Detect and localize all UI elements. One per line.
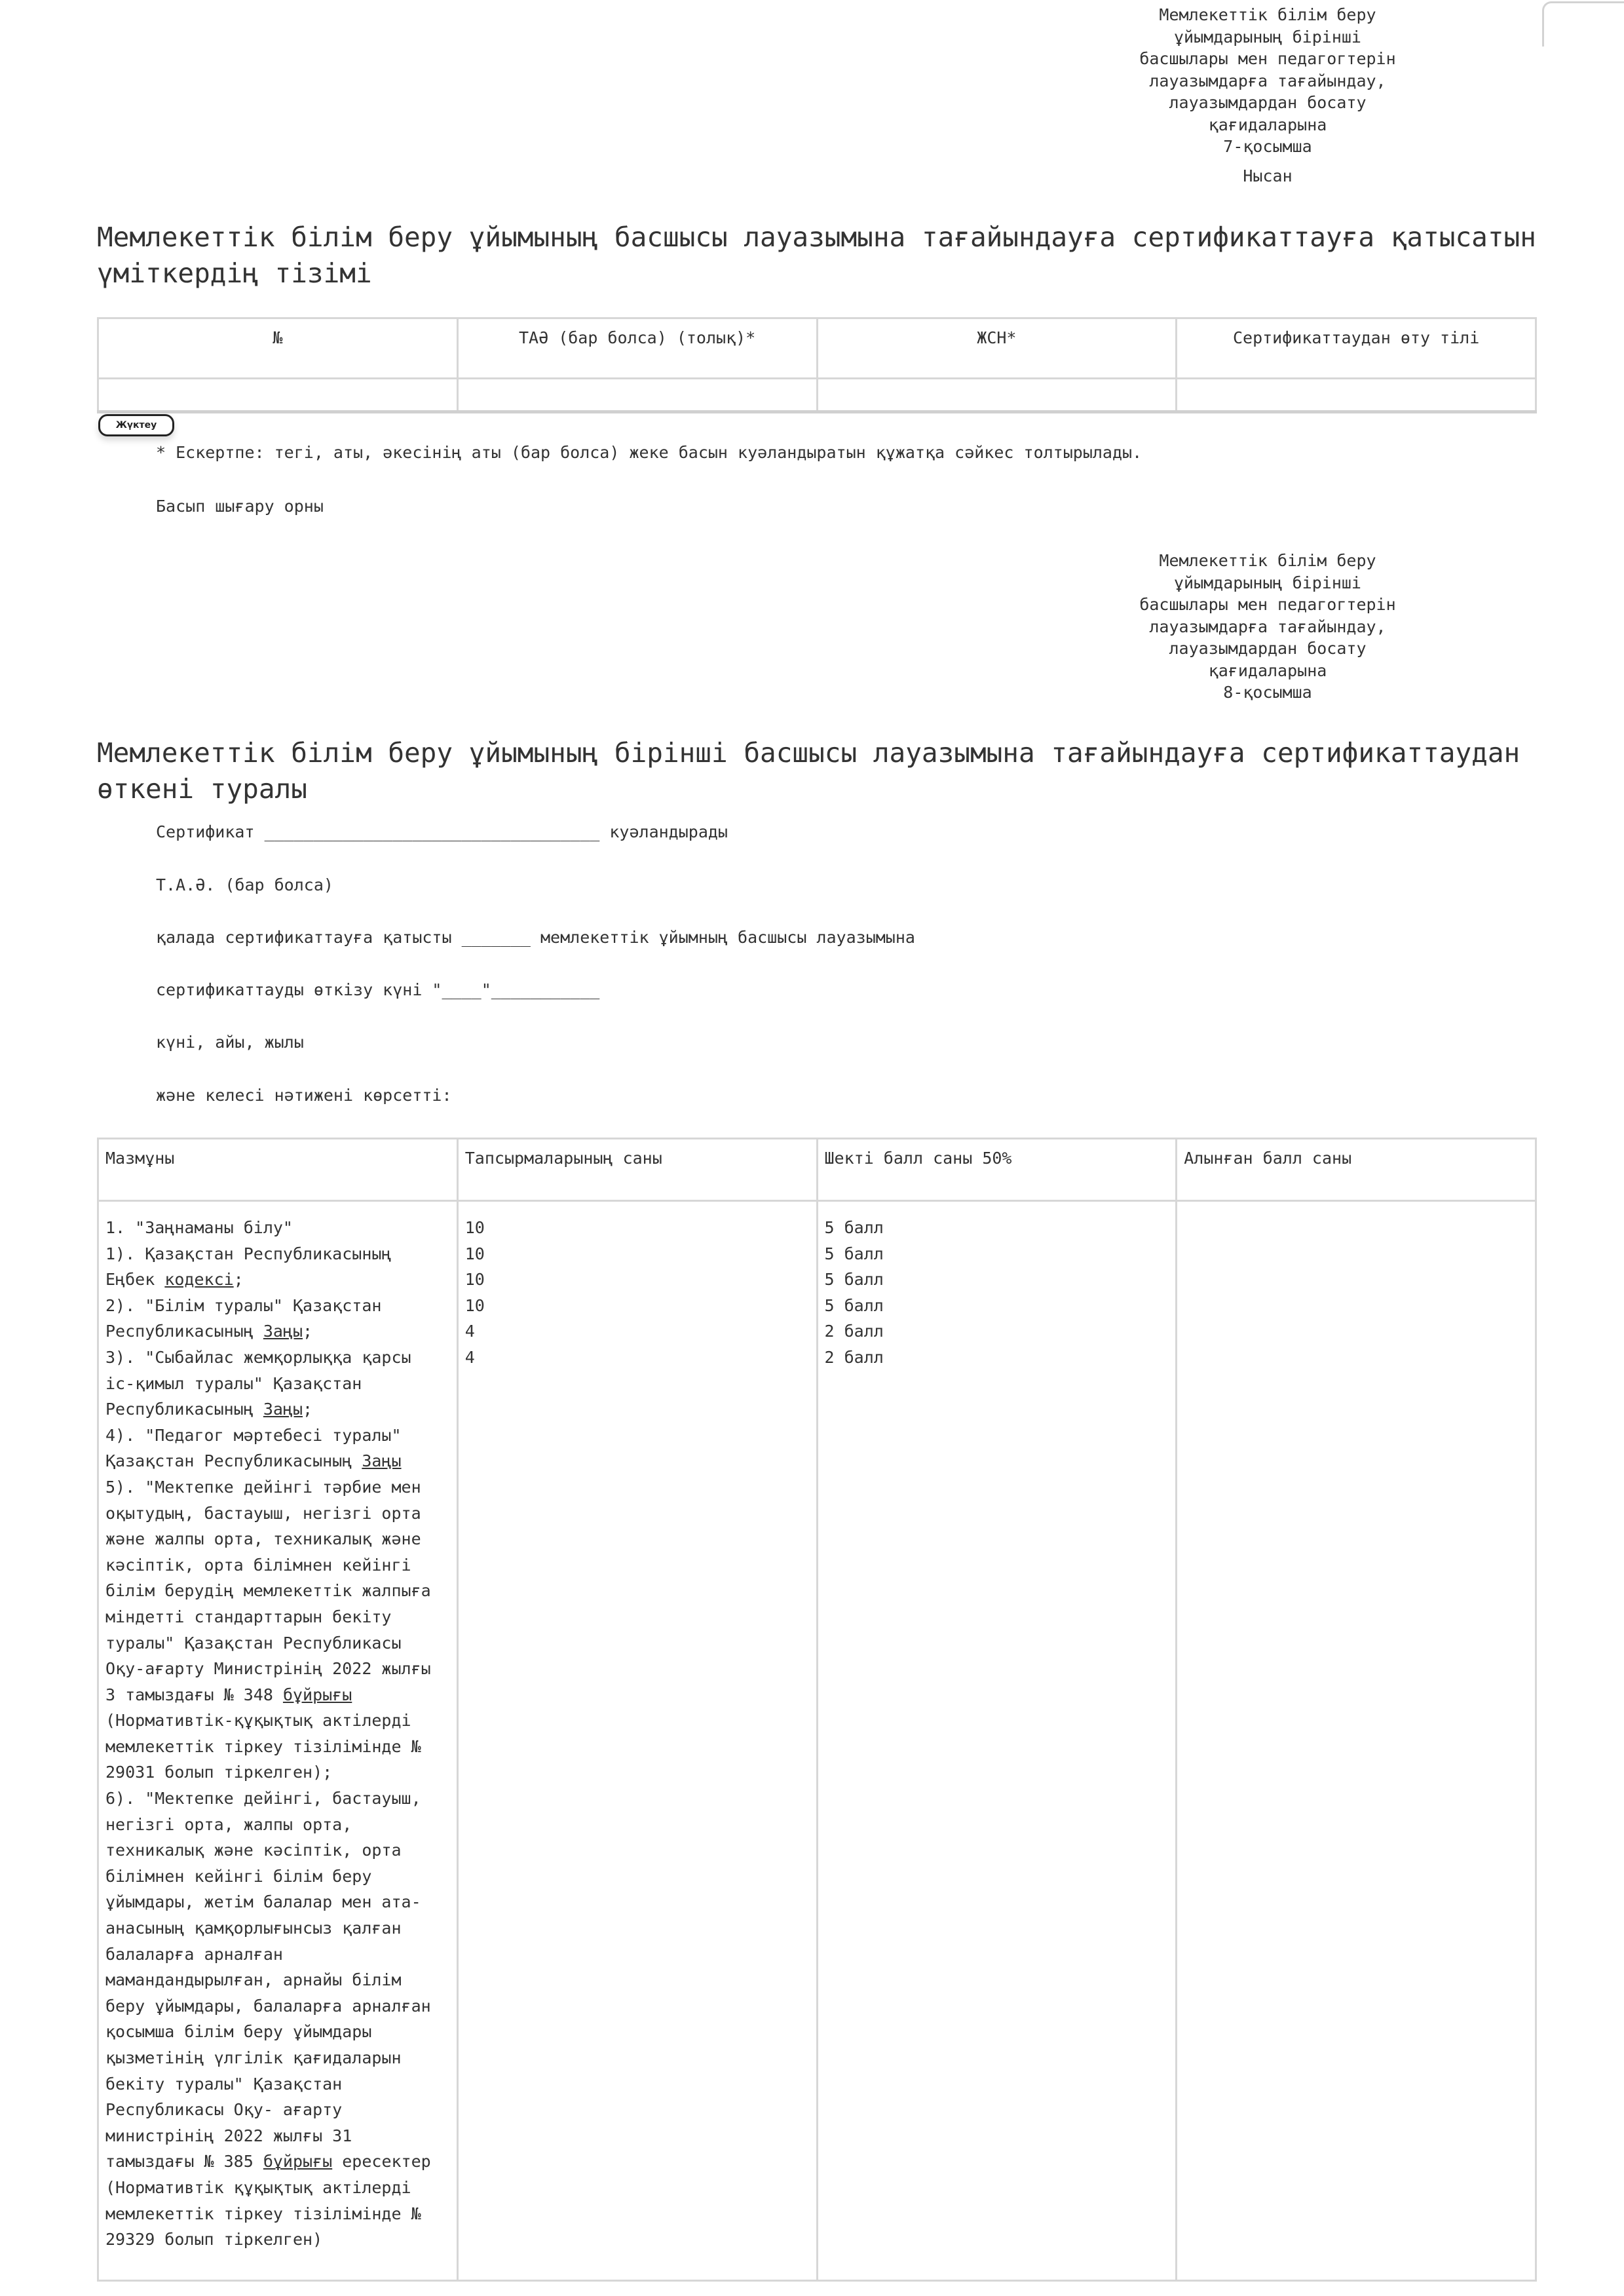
content-line: 29329 болып тіркелген) xyxy=(105,2230,323,2249)
content-line-text: Қазақстан Республикасының xyxy=(105,1451,362,1471)
results-intro: және келесі нәтижені көрсетті: xyxy=(156,1086,452,1105)
results-table xyxy=(97,1138,1537,2282)
content-line-text: ; xyxy=(233,1270,244,1290)
content-line: техникалық және кәсіптік, орта xyxy=(105,1841,402,1860)
content-line xyxy=(105,1448,450,1474)
content-line: 1. "Заңнаманы білу" xyxy=(105,1218,293,1237)
content-line: 3). "Сыбайлас жемқорлыққа қарсы xyxy=(105,1347,411,1367)
content-line: білімнен кейінгі білім беру xyxy=(105,1866,372,1886)
content-cell xyxy=(98,1201,458,2281)
content-line: Республикасы Оқу- ағарту xyxy=(105,2100,343,2120)
threshold-score-value: 5 балл xyxy=(824,1270,884,1290)
table-header-row xyxy=(98,1139,1536,1201)
footnote: * Ескертпе: тегі, аты, әкесінің аты (бар болса) жеке басын куәландыратын құжатқа сәйкес толтырылады. xyxy=(156,443,1142,462)
task-count-value: 4 xyxy=(464,1347,475,1367)
legal-act-link[interactable]: Заңы xyxy=(263,1322,303,1341)
form-2-title-line-1: Мемлекеттік білім беру ұйымының бірінші басшысы лауазымына тағайындауға сертификаттаудан xyxy=(97,737,1520,769)
content-line xyxy=(105,1267,450,1293)
appendix-8-line: лауазымдарға тағайындау, xyxy=(1149,617,1386,636)
form-1-title-line-2: үміткердің тізімі xyxy=(97,258,372,289)
content-line: 4). "Педагог мәртебесі туралы" xyxy=(105,1425,402,1445)
table-cell[interactable] xyxy=(98,379,458,412)
header-task-count: Тапсырмаларының саны xyxy=(457,1139,817,1201)
content-line: Оқу-ағарту Министрінің 2022 жылғы xyxy=(105,1659,431,1679)
legal-act-link[interactable]: Заңы xyxy=(263,1400,303,1419)
content-lines xyxy=(105,1215,450,2253)
form-1-title-line-1: Мемлекеттік білім беру ұйымының басшысы лауазымына тағайындауға сертификаттауға қатысатын xyxy=(97,221,1536,253)
content-line: мамандандырылған, арнайы білім xyxy=(105,1970,402,1990)
content-line: мемлекеттік тіркеу тізілімінде № xyxy=(105,1736,421,1756)
task-count-value: 10 xyxy=(464,1270,485,1290)
content-line-text: 3 тамыздағы № 348 xyxy=(105,1685,283,1704)
appendix-7-line: басшылары мен педагогтерін xyxy=(1139,49,1396,68)
legal-act-link[interactable]: Заңы xyxy=(362,1451,402,1471)
appendix-8-line: қағидаларына xyxy=(1208,660,1327,680)
appendix-7-line: лауазымдарға тағайындау, xyxy=(1149,71,1386,90)
threshold-cell xyxy=(817,1201,1177,2281)
header-number: № xyxy=(98,318,458,379)
header-iin: ЖСН* xyxy=(817,318,1177,379)
content-line: негізгі орта, жалпы орта, xyxy=(105,1814,352,1834)
content-line: анасының қамқорлығынсыз қалған xyxy=(105,1919,402,1938)
legal-act-link[interactable]: бұйрығы xyxy=(263,2152,333,2172)
threshold-score-value: 2 балл xyxy=(824,1347,884,1367)
legal-act-link[interactable]: кодексі xyxy=(164,1270,234,1290)
table-cell[interactable] xyxy=(817,379,1177,412)
content-line: қосымша білім беру ұйымдары xyxy=(105,2022,372,2042)
date-format-label: күні, айы, жылы xyxy=(156,1033,304,1052)
appendix-7-line: Мемлекеттік білім беру xyxy=(1159,5,1376,24)
content-line-text: Республикасының xyxy=(105,1322,263,1341)
table-cell[interactable] xyxy=(1177,379,1536,412)
content-line: 5). "Мектепке дейінгі тәрбие мен xyxy=(105,1477,421,1497)
threshold-score-value: 5 балл xyxy=(824,1295,884,1315)
header-full-name: ТАӘ (бар болса) (толық)* xyxy=(457,318,817,379)
appendix-8-reference xyxy=(1087,550,1448,704)
header-language: Сертификаттаудан өту тілі xyxy=(1177,318,1536,379)
content-line-text: Республикасының xyxy=(105,1400,263,1419)
threshold-score-value: 5 балл xyxy=(824,1218,884,1237)
certificate-line: Сертификат __________________________________ куәландырады xyxy=(156,822,728,841)
task-count-lines xyxy=(465,1215,810,1371)
candidates-table xyxy=(97,317,1537,413)
city-participation-line: қалада сертификаттауға қатысты _______ мемлекеттік ұйымның басшысы лауазымына xyxy=(156,928,915,947)
task-count-value: 10 xyxy=(464,1295,485,1315)
content-line: 2). "Білім туралы" Қазақстан xyxy=(105,1295,382,1315)
print-place-label: Басып шығару орны xyxy=(156,497,324,516)
threshold-score-value: 2 балл xyxy=(824,1322,884,1341)
task-count-value: 4 xyxy=(464,1322,475,1341)
task-count-cell xyxy=(457,1201,817,2281)
content-line: қызметінің үлгілік қағидаларын xyxy=(105,2048,402,2067)
content-line: мемлекеттік тіркеу тізілімінде № xyxy=(105,2204,421,2223)
table-header-row xyxy=(98,318,1536,379)
content-line: балаларға арналған xyxy=(105,1944,283,1964)
content-line: оқытудың, бастауыш, негізгі орта xyxy=(105,1503,421,1523)
content-line: министрінің 2022 жылғы 31 xyxy=(105,2126,352,2145)
content-line: және жалпы орта, техникалық және xyxy=(105,1529,421,1549)
content-line: ұйымдары, жетім балалар мен ата- xyxy=(105,1892,421,1912)
content-line: кәсіптік, орта білімнен кейінгі xyxy=(105,1555,411,1575)
legal-act-link[interactable]: бұйрығы xyxy=(282,1685,352,1704)
content-line xyxy=(105,1682,450,1708)
appendix-7-number: 7-қосымша xyxy=(1223,137,1312,156)
header-content: Мазмұны xyxy=(98,1139,458,1201)
content-line: (Нормативтік-құқықтық актілерді xyxy=(105,1711,411,1731)
appendix-8-line: ұйымдарының бірінші xyxy=(1174,573,1361,592)
content-line-text: ересектер xyxy=(332,2152,431,2172)
appendix-8-line: лауазымдардан босату xyxy=(1169,639,1367,658)
page-corner-frame xyxy=(1542,1,1624,47)
content-line: бекіту туралы" Қазақстан xyxy=(105,2074,343,2094)
appendix-8-line: басшылары мен педагогтерін xyxy=(1139,595,1396,614)
appendix-7-reference xyxy=(1087,4,1448,158)
form-2-title-line-2: өткені туралы xyxy=(97,773,307,805)
content-line: 6). "Мектепке дейінгі, бастауыш, xyxy=(105,1789,421,1808)
task-count-value: 10 xyxy=(464,1244,485,1263)
content-line: міндетті стандарттарын бекіту xyxy=(105,1607,392,1626)
content-line: білім берудің мемлекеттік жалпыға xyxy=(105,1581,431,1601)
content-line xyxy=(105,1318,450,1345)
upload-button[interactable]: Жүктеу xyxy=(98,414,174,436)
header-threshold-score: Шекті балл саны 50% xyxy=(817,1139,1177,1201)
received-score-cell[interactable] xyxy=(1177,1201,1536,2281)
header-received-score: Алынған балл саны xyxy=(1177,1139,1536,1201)
appendix-7-line: лауазымдардан босату xyxy=(1169,93,1367,112)
certification-date-line: сертификаттауды өткізу күні "____"___________ xyxy=(156,980,600,999)
appendix-7-line: қағидаларына xyxy=(1208,115,1327,134)
content-line: іс-қимыл туралы" Қазақстан xyxy=(105,1373,362,1393)
appendix-8-number: 8-қосымша xyxy=(1223,683,1312,702)
table-row xyxy=(98,379,1536,412)
content-line-text: ; xyxy=(303,1400,313,1419)
content-line-text: тамыздағы № 385 xyxy=(105,2152,263,2172)
content-line: 29031 болып тіркелген); xyxy=(105,1763,333,1782)
content-line: беру ұйымдары, балаларға арналған xyxy=(105,1996,431,2016)
content-line: туралы" Қазақстан Республикасы xyxy=(105,1633,402,1653)
content-line: 1). Қазақстан Республикасының xyxy=(105,1244,392,1263)
full-name-label: Т.А.Ә. (бар болса) xyxy=(156,875,333,894)
table-cell[interactable] xyxy=(457,379,817,412)
table-row xyxy=(98,1201,1536,2281)
content-line xyxy=(105,1396,450,1423)
form-label: Нысан xyxy=(1243,166,1293,185)
appendix-7-line: ұйымдарының бірінші xyxy=(1174,27,1361,47)
content-line-text: Еңбек xyxy=(105,1270,165,1290)
task-count-value: 10 xyxy=(464,1218,485,1237)
threshold-lines xyxy=(825,1215,1169,1371)
content-line: (Нормативтік құқықтық актілерді xyxy=(105,2177,411,2197)
form-2-title xyxy=(97,735,1551,807)
threshold-score-value: 5 балл xyxy=(824,1244,884,1263)
content-line xyxy=(105,2149,450,2175)
form-1-title xyxy=(97,220,1551,292)
appendix-8-line: Мемлекеттік білім беру xyxy=(1159,551,1376,570)
content-line-text: ; xyxy=(303,1322,313,1341)
